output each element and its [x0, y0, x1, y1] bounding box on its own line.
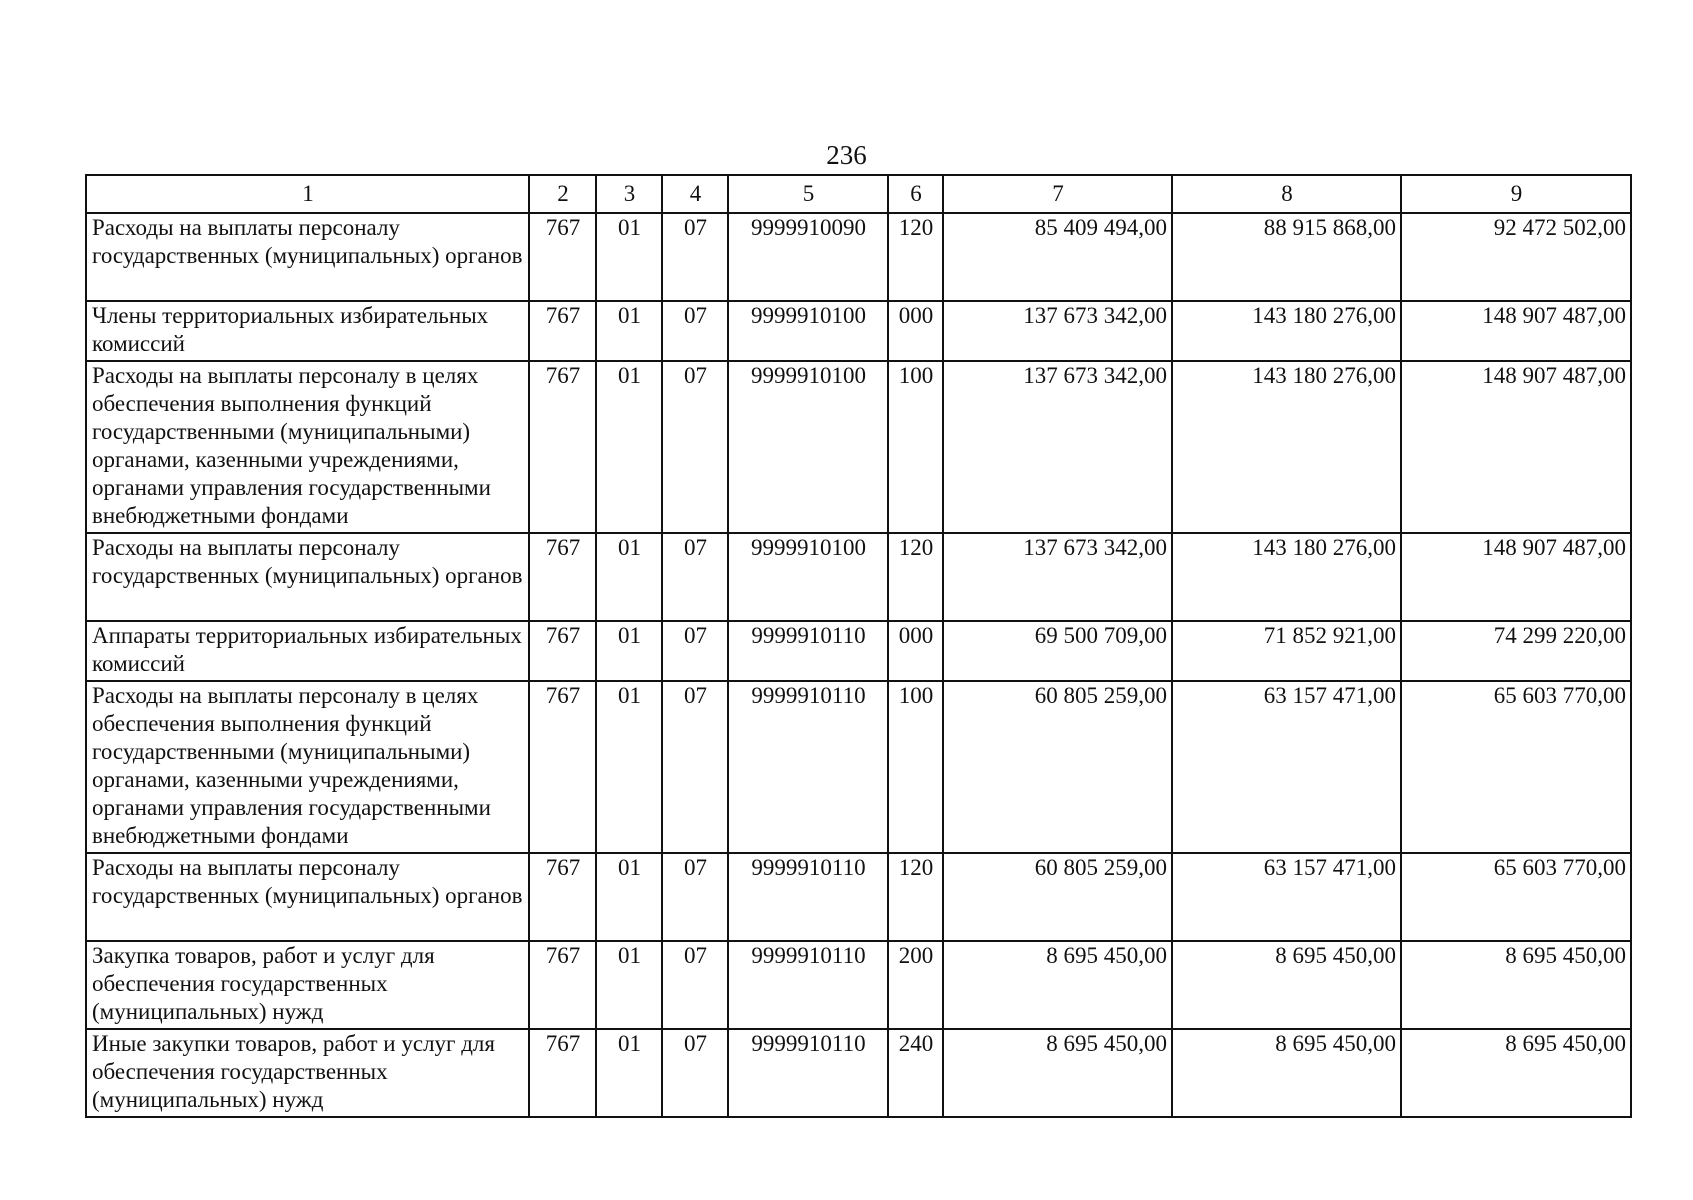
row-code-5: 9999910090 — [728, 213, 888, 301]
header-col-1: 1 — [86, 175, 529, 213]
row-code-3: 01 — [596, 853, 662, 941]
row-amount-9: 148 907 487,00 — [1401, 533, 1631, 621]
row-name: Аппараты территориальных избирательных комиссий — [86, 621, 529, 681]
row-code-5: 9999910110 — [728, 1029, 888, 1117]
row-code-4: 07 — [662, 213, 728, 301]
row-code-4: 07 — [662, 533, 728, 621]
row-amount-7: 8 695 450,00 — [943, 1029, 1172, 1117]
row-code-3: 01 — [596, 213, 662, 301]
row-name: Расходы на выплаты персоналу в целях обеспечения выполнения функций государственными (муниципальными) органами, казенными учреждениями, органами управления государственными внебюджетными фондами — [86, 681, 529, 853]
table-row — [86, 213, 1631, 301]
header-col-4: 4 — [662, 175, 728, 213]
row-name: Закупка товаров, работ и услуг для обеспечения государственных (муниципальных) нужд — [86, 941, 529, 1029]
budget-table — [85, 174, 1632, 1118]
row-code-4: 07 — [662, 681, 728, 853]
row-amount-7: 137 673 342,00 — [943, 361, 1172, 533]
row-code-2: 767 — [529, 301, 596, 361]
table-body — [86, 213, 1631, 1117]
header-col-5: 5 — [728, 175, 888, 213]
row-code-3: 01 — [596, 621, 662, 681]
row-code-2: 767 — [529, 941, 596, 1029]
table-row — [86, 533, 1631, 621]
row-name: Расходы на выплаты персоналу государственных (муниципальных) органов — [86, 853, 529, 941]
row-code-3: 01 — [596, 1029, 662, 1117]
row-amount-7: 60 805 259,00 — [943, 853, 1172, 941]
row-amount-8: 143 180 276,00 — [1172, 533, 1401, 621]
row-amount-9: 92 472 502,00 — [1401, 213, 1631, 301]
row-code-6: 120 — [888, 853, 943, 941]
row-amount-7: 137 673 342,00 — [943, 301, 1172, 361]
row-code-3: 01 — [596, 301, 662, 361]
header-col-2: 2 — [529, 175, 596, 213]
row-code-4: 07 — [662, 853, 728, 941]
row-name: Расходы на выплаты персоналу в целях обеспечения выполнения функций государственными (муниципальными) органами, казенными учреждениями, органами управления государственными внебюджетными фондами — [86, 361, 529, 533]
row-code-5: 9999910100 — [728, 301, 888, 361]
header-col-8: 8 — [1172, 175, 1401, 213]
row-code-5: 9999910110 — [728, 681, 888, 853]
row-amount-8: 71 852 921,00 — [1172, 621, 1401, 681]
row-name: Иные закупки товаров, работ и услуг для обеспечения государственных (муниципальных) нужд — [86, 1029, 529, 1117]
row-code-2: 767 — [529, 681, 596, 853]
row-code-4: 07 — [662, 361, 728, 533]
page-number: 236 — [826, 140, 867, 170]
table-header — [86, 175, 1631, 213]
table-row — [86, 1029, 1631, 1117]
row-amount-9: 74 299 220,00 — [1401, 621, 1631, 681]
row-amount-9: 148 907 487,00 — [1401, 301, 1631, 361]
row-amount-7: 69 500 709,00 — [943, 621, 1172, 681]
table-row — [86, 941, 1631, 1029]
row-code-5: 9999910100 — [728, 361, 888, 533]
row-amount-9: 8 695 450,00 — [1401, 1029, 1631, 1117]
row-code-4: 07 — [662, 1029, 728, 1117]
header-col-6: 6 — [888, 175, 943, 213]
row-code-5: 9999910110 — [728, 853, 888, 941]
row-code-6: 200 — [888, 941, 943, 1029]
row-code-3: 01 — [596, 941, 662, 1029]
row-code-6: 100 — [888, 361, 943, 533]
row-amount-9: 8 695 450,00 — [1401, 941, 1631, 1029]
row-amount-9: 65 603 770,00 — [1401, 853, 1631, 941]
row-amount-8: 63 157 471,00 — [1172, 853, 1401, 941]
row-code-6: 240 — [888, 1029, 943, 1117]
row-amount-9: 148 907 487,00 — [1401, 361, 1631, 533]
header-col-3: 3 — [596, 175, 662, 213]
row-amount-7: 8 695 450,00 — [943, 941, 1172, 1029]
row-code-6: 120 — [888, 533, 943, 621]
row-code-2: 767 — [529, 361, 596, 533]
row-amount-7: 85 409 494,00 — [943, 213, 1172, 301]
row-amount-8: 88 915 868,00 — [1172, 213, 1401, 301]
header-col-9: 9 — [1401, 175, 1631, 213]
header-col-7: 7 — [943, 175, 1172, 213]
row-code-4: 07 — [662, 941, 728, 1029]
table-row — [86, 301, 1631, 361]
row-code-3: 01 — [596, 361, 662, 533]
table-row — [86, 681, 1631, 853]
row-amount-9: 65 603 770,00 — [1401, 681, 1631, 853]
row-amount-8: 63 157 471,00 — [1172, 681, 1401, 853]
row-code-6: 000 — [888, 621, 943, 681]
row-code-3: 01 — [596, 681, 662, 853]
row-code-3: 01 — [596, 533, 662, 621]
row-code-5: 9999910110 — [728, 941, 888, 1029]
row-code-4: 07 — [662, 621, 728, 681]
row-name: Расходы на выплаты персоналу государственных (муниципальных) органов — [86, 213, 529, 301]
row-amount-7: 137 673 342,00 — [943, 533, 1172, 621]
row-code-6: 100 — [888, 681, 943, 853]
row-name: Расходы на выплаты персоналу государственных (муниципальных) органов — [86, 533, 529, 621]
row-code-5: 9999910100 — [728, 533, 888, 621]
row-code-2: 767 — [529, 1029, 596, 1117]
row-amount-8: 143 180 276,00 — [1172, 361, 1401, 533]
table-row — [86, 621, 1631, 681]
row-code-5: 9999910110 — [728, 621, 888, 681]
table-row — [86, 853, 1631, 941]
row-code-6: 120 — [888, 213, 943, 301]
row-amount-8: 8 695 450,00 — [1172, 1029, 1401, 1117]
row-code-4: 07 — [662, 301, 728, 361]
row-code-2: 767 — [529, 213, 596, 301]
row-code-2: 767 — [529, 621, 596, 681]
row-name: Члены территориальных избирательных комиссий — [86, 301, 529, 361]
row-code-2: 767 — [529, 533, 596, 621]
row-amount-8: 143 180 276,00 — [1172, 301, 1401, 361]
row-amount-7: 60 805 259,00 — [943, 681, 1172, 853]
table-row — [86, 361, 1631, 533]
row-code-6: 000 — [888, 301, 943, 361]
row-amount-8: 8 695 450,00 — [1172, 941, 1401, 1029]
row-code-2: 767 — [529, 853, 596, 941]
header-row — [86, 175, 1631, 213]
